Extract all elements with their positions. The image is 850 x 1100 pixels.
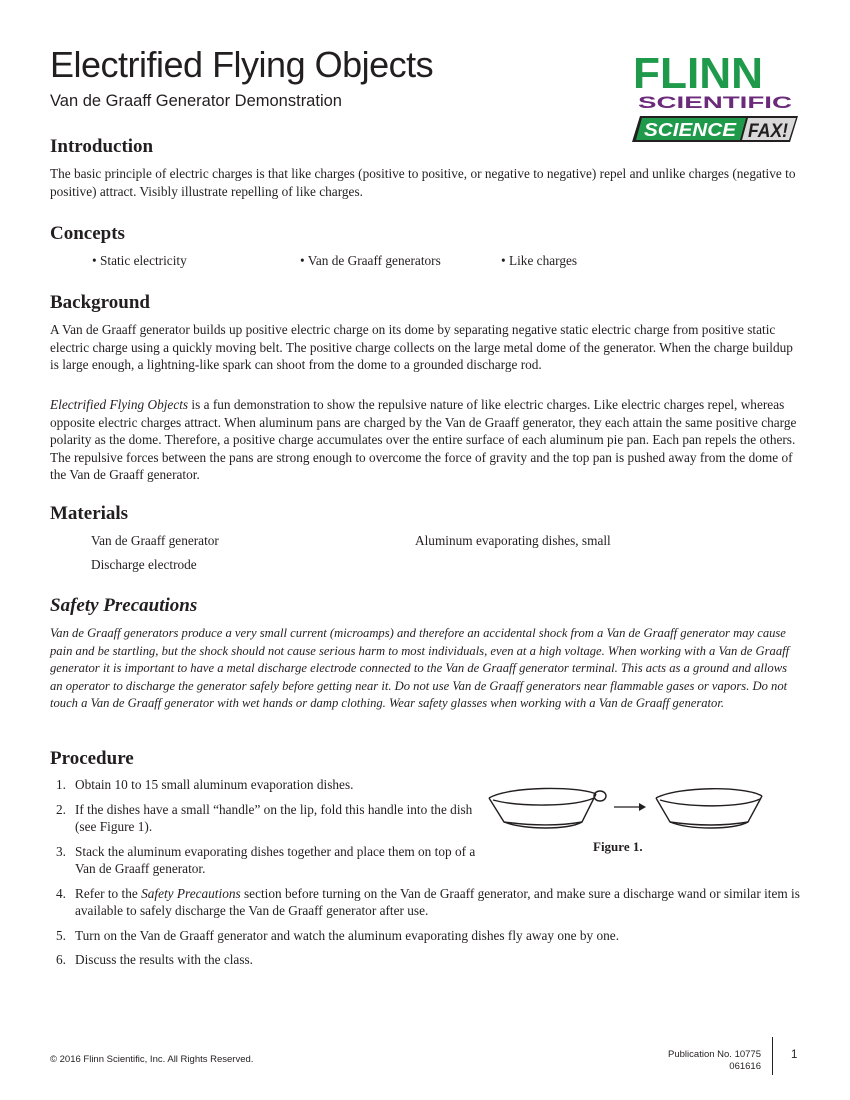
step-text: Discuss the results with the class. (75, 952, 254, 967)
figure-1-illustration (484, 780, 774, 835)
procedure-heading: Procedure (50, 748, 134, 769)
document-title: Electrified Flying Objects (50, 44, 434, 85)
logo-flinn-text: FLINN (633, 49, 763, 98)
step-number: 3. (56, 843, 66, 859)
footer-publication (668, 1049, 761, 1073)
step-text: Turn on the Van de Graaff generator and watch the aluminum evaporating dishes fly away one by one. (75, 927, 620, 943)
introduction-heading: Introduction (50, 136, 154, 157)
background-heading: Background (50, 292, 150, 313)
step-number: 2. (56, 801, 66, 817)
procedure-step (50, 776, 495, 794)
publication-number: Publication No. 10775 (668, 1049, 761, 1060)
publication-code: 061616 (729, 1061, 761, 1072)
concept-item: • Van de Graaff generators (300, 253, 441, 268)
concept-label: Static electricity (99, 253, 187, 268)
logo-fax-text: FAX! (748, 121, 788, 142)
material-item: Van de Graaff generator (91, 533, 219, 548)
page-number: 1 (791, 1049, 798, 1061)
step-number: 4. (56, 885, 66, 901)
logo-science-text: SCIENCE (644, 120, 738, 140)
step-text-post: section before turning on the Van de Graaff generator, and make sure a discharge wand or similar item is available to safely discharge the Van de Graaff generator after use. (75, 885, 800, 918)
step-text-pre: Refer to the (75, 885, 142, 901)
background-paragraph-2 (50, 396, 802, 484)
material-item: Discharge electrode (91, 557, 197, 572)
step-number: 5. (56, 927, 66, 943)
procedure-step (50, 843, 495, 878)
dish-with-handle (489, 788, 606, 828)
concept-item: • Static electricity (92, 253, 187, 268)
safety-text: Van de Graaff generators produce a very small current (microamps) and therefore an accidental shock from a Van de Graaff generator may cause pain and be startling, but the shock should not cause serious harm to most individuals, even at a high voltage. When working with a Van de Graaff generator it is important to have a metal discharge electrode connected to the Van de Graaff generator terminal. This acts as a ground and allows an operator to discharge the generator safely before getting near it. Do not use Van de Graaff generators near flammable gases or vapors. Do not touch a Van de Graaff generator with wet hands or damp clothing. Wear safety glasses when working with a Van de Graaff generator. (50, 626, 790, 710)
procedure-step (50, 801, 495, 836)
procedure-step (50, 885, 810, 920)
dish-handle-folded (656, 789, 762, 828)
introduction-text: The basic principle of electric charges is that like charges (positive to positive, or negative to negative) repel and unlike charges (negative to positive) attract. Visibly illustrate repelling of like charges. (50, 166, 796, 199)
step-text: Stack the aluminum evaporating dishes together and place them on top of a Van de Graaff generator. (75, 843, 476, 876)
step-number: 6. (56, 952, 66, 967)
step-text: If the dishes have a small “handle” on the lip, fold this handle into the dish (see Figure 1). (75, 801, 473, 834)
arrow-icon (614, 803, 646, 811)
concept-label: Van de Graaff generators (307, 253, 441, 268)
flinn-scientific-logo (630, 48, 800, 146)
procedure-step (50, 951, 810, 969)
material-item: Aluminum evaporating dishes, small (415, 533, 611, 548)
procedure-step (50, 927, 810, 945)
background-paragraph-1: A Van de Graaff generator builds up positive electric charge on its dome by separating negative static electric charge from positive static electric charge using a quickly moving belt. The positive charge collects on the large metal dome of the generator. When the charge buildup is large enough, a lightning-like spark can shoot from the dome to a grounded discharge rod. (50, 322, 793, 372)
footer-copyright: © 2016 Flinn Scientific, Inc. All Rights Reserved. (50, 1054, 254, 1065)
footer-divider (772, 1037, 773, 1075)
concept-label: Like charges (508, 253, 578, 268)
logo-scientific-text: SCIENTIFIC (638, 93, 792, 112)
figure-1-caption: Figure 1. (593, 839, 643, 854)
document-subtitle: Van de Graaff Generator Demonstration (50, 92, 342, 110)
safety-heading: Safety Precautions (50, 595, 198, 616)
materials-heading: Materials (50, 503, 129, 524)
step-text: Obtain 10 to 15 small aluminum evaporation dishes. (75, 777, 354, 792)
concept-item: • Like charges (501, 253, 578, 268)
background-title-ref: Electrified Flying Objects (50, 397, 189, 412)
step-number: 1. (56, 777, 66, 792)
step-text-italic: Safety Precautions (141, 885, 241, 901)
concepts-heading: Concepts (50, 223, 125, 244)
background-paragraph-2-body: is a fun demonstration to show the repulsive nature of like electric charges. Like electric charges repel, whereas opposite electric charges attract. When aluminum pans are charged by the Van de Graaff generator, they each attain the same positive charge polarity as the dome. Therefore, a positive charge accumulates over the entire surface of each aluminum pie pan. Each pan repels the others. The repulsive forces between the pans are strong enough to overcome the force of gravity and the top pan is pushed away from the dome of the Van de Graaff generator. (50, 397, 797, 482)
